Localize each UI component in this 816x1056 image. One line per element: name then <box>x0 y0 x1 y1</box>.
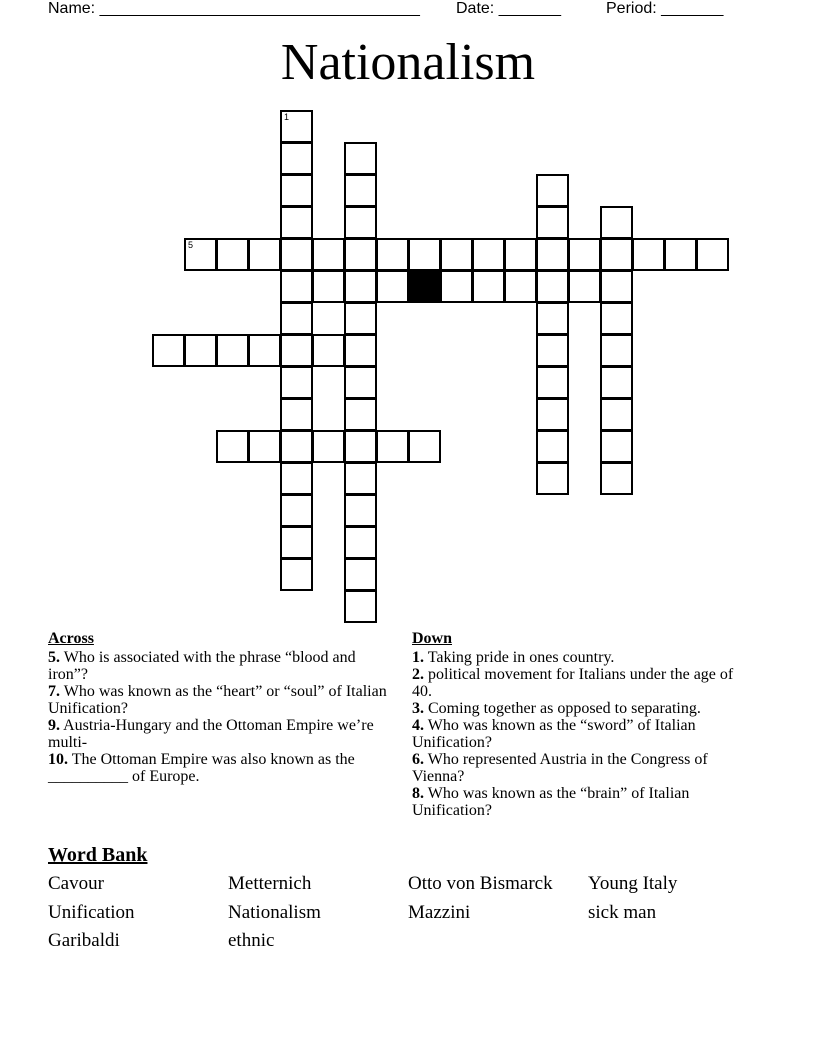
grid-cell[interactable] <box>568 270 601 303</box>
grid-cell[interactable] <box>536 302 569 335</box>
grid-cell[interactable] <box>280 430 313 463</box>
grid-cell[interactable] <box>376 238 409 271</box>
word-bank-item: Mazzini <box>408 902 471 923</box>
word-bank-title: Word Bank <box>48 844 148 866</box>
clue-down-4 <box>412 717 757 751</box>
clue-across-7 <box>48 683 388 717</box>
clue-text: Who was known as the “brain” of Italian Unification? <box>412 785 690 819</box>
grid-cell[interactable] <box>344 174 377 207</box>
clue-text: Coming together as opposed to separating. <box>424 700 701 717</box>
grid-cell-blocked <box>408 270 441 303</box>
grid-cell[interactable] <box>344 302 377 335</box>
grid-cell[interactable] <box>280 462 313 495</box>
grid-cell[interactable] <box>280 334 313 367</box>
grid-cell[interactable] <box>344 270 377 303</box>
clue-across-10 <box>48 751 388 785</box>
clue-number: 8. <box>412 785 424 802</box>
word-bank-item: Otto von Bismarck <box>408 873 553 894</box>
grid-cell[interactable] <box>408 430 441 463</box>
grid-cell[interactable] <box>440 270 473 303</box>
grid-cell[interactable] <box>600 270 633 303</box>
grid-cell[interactable] <box>312 430 345 463</box>
grid-cell[interactable] <box>536 334 569 367</box>
clue-text: Who represented Austria in the Congress of Vienna? <box>412 751 708 785</box>
grid-cell[interactable] <box>536 430 569 463</box>
grid-cell[interactable] <box>344 526 377 559</box>
date-field[interactable]: Date: _______ <box>456 0 561 17</box>
grid-cell[interactable] <box>152 334 185 367</box>
clue-across-9 <box>48 717 388 751</box>
word-bank-item: Cavour <box>48 873 104 894</box>
grid-cell[interactable] <box>280 174 313 207</box>
grid-cell[interactable] <box>472 270 505 303</box>
clue-number: 1. <box>412 649 424 666</box>
grid-cell[interactable] <box>280 366 313 399</box>
grid-cell[interactable] <box>600 302 633 335</box>
grid-cell[interactable] <box>344 206 377 239</box>
clue-number: 2. <box>412 666 424 683</box>
clue-down-1 <box>412 649 757 666</box>
grid-cell[interactable] <box>216 334 249 367</box>
grid-cell[interactable] <box>664 238 697 271</box>
clue-number: 9. <box>48 717 60 734</box>
grid-cell[interactable] <box>312 270 345 303</box>
clue-number: 10. <box>48 751 68 768</box>
word-bank-item: ethnic <box>228 930 275 951</box>
grid-cell[interactable] <box>280 302 313 335</box>
word-bank-item: Young Italy <box>588 873 678 894</box>
grid-cell[interactable] <box>696 238 729 271</box>
grid-cell[interactable] <box>536 366 569 399</box>
clue-number-label: 5 <box>188 240 194 250</box>
grid-cell[interactable] <box>536 398 569 431</box>
grid-cell[interactable] <box>600 206 633 239</box>
grid-cell[interactable] <box>280 142 313 175</box>
grid-cell[interactable] <box>536 462 569 495</box>
word-bank-item: Nationalism <box>228 902 321 923</box>
grid-cell[interactable] <box>280 110 313 143</box>
grid-cell[interactable] <box>536 270 569 303</box>
grid-cell[interactable] <box>184 334 217 367</box>
page-title: Nationalism <box>280 34 536 91</box>
clue-number: 3. <box>412 700 424 717</box>
grid-cell[interactable] <box>280 270 313 303</box>
grid-cell[interactable] <box>408 238 441 271</box>
across-heading: Across <box>48 630 94 647</box>
grid-cell[interactable] <box>344 558 377 591</box>
grid-cell[interactable] <box>344 366 377 399</box>
clue-number: 4. <box>412 717 424 734</box>
clue-text: Taking pride in ones country. <box>424 649 615 666</box>
grid-cell[interactable] <box>504 238 537 271</box>
clue-text: Who was known as the “heart” or “soul” of Italian Unification? <box>48 683 387 717</box>
grid-cell[interactable] <box>280 558 313 591</box>
clue-number: 6. <box>412 751 424 768</box>
grid-cell[interactable] <box>376 270 409 303</box>
grid-cell[interactable] <box>216 238 249 271</box>
grid-cell[interactable] <box>280 206 313 239</box>
clue-down-8 <box>412 785 757 819</box>
grid-cell[interactable] <box>632 238 665 271</box>
grid-cell[interactable] <box>536 174 569 207</box>
grid-cell[interactable] <box>376 430 409 463</box>
grid-cell[interactable] <box>600 366 633 399</box>
grid-cell[interactable] <box>600 398 633 431</box>
clue-text: Who is associated with the phrase “blood and iron”? <box>48 649 356 683</box>
grid-cell[interactable] <box>536 206 569 239</box>
grid-cell[interactable] <box>344 590 377 623</box>
grid-cell[interactable] <box>504 270 537 303</box>
clue-text: Austria-Hungary and the Ottoman Empire we’re multi- <box>48 717 374 751</box>
clue-number: 5. <box>48 649 60 666</box>
grid-cell[interactable] <box>280 398 313 431</box>
clue-text: political movement for Italians under the age of 40. <box>412 666 734 700</box>
grid-cell[interactable] <box>440 238 473 271</box>
grid-cell[interactable] <box>600 430 633 463</box>
grid-cell[interactable] <box>312 238 345 271</box>
grid-cell[interactable] <box>344 494 377 527</box>
grid-cell[interactable] <box>472 238 505 271</box>
across-clues <box>48 630 388 785</box>
word-bank-item: Unification <box>48 902 135 923</box>
grid-cell[interactable] <box>344 142 377 175</box>
grid-cell[interactable] <box>536 238 569 271</box>
grid-cell[interactable] <box>248 238 281 271</box>
grid-cell[interactable] <box>248 334 281 367</box>
word-bank-item: sick man <box>588 902 657 923</box>
down-clues <box>412 630 757 819</box>
grid-cell[interactable] <box>344 398 377 431</box>
grid-cell[interactable] <box>344 238 377 271</box>
grid-cell[interactable] <box>600 334 633 367</box>
grid-cell[interactable] <box>344 430 377 463</box>
grid-cell[interactable] <box>344 334 377 367</box>
clue-number: 7. <box>48 683 60 700</box>
clue-number-label: 1 <box>284 112 290 122</box>
clue-down-2 <box>412 666 757 700</box>
grid-cell[interactable] <box>248 430 281 463</box>
clue-text: The Ottoman Empire was also known as the __________ of Europe. <box>48 751 355 785</box>
grid-cell[interactable] <box>216 430 249 463</box>
name-field[interactable]: Name: ____________________________________ <box>48 0 420 17</box>
grid-cell[interactable] <box>600 462 633 495</box>
word-bank-item: Garibaldi <box>48 930 120 951</box>
clue-text: Who was known as the “sword” of Italian Unification? <box>412 717 696 751</box>
grid-cell[interactable] <box>600 238 633 271</box>
clue-across-5 <box>48 649 388 683</box>
grid-cell[interactable] <box>184 238 217 271</box>
clue-down-6 <box>412 751 757 785</box>
grid-cell[interactable] <box>280 238 313 271</box>
period-field[interactable]: Period: _______ <box>606 0 724 17</box>
grid-cell[interactable] <box>344 462 377 495</box>
grid-cell[interactable] <box>312 334 345 367</box>
grid-cell[interactable] <box>280 494 313 527</box>
down-heading: Down <box>412 630 453 647</box>
word-bank-item: Metternich <box>228 873 312 894</box>
grid-cell[interactable] <box>280 526 313 559</box>
clue-down-3 <box>412 700 757 717</box>
grid-cell[interactable] <box>568 238 601 271</box>
